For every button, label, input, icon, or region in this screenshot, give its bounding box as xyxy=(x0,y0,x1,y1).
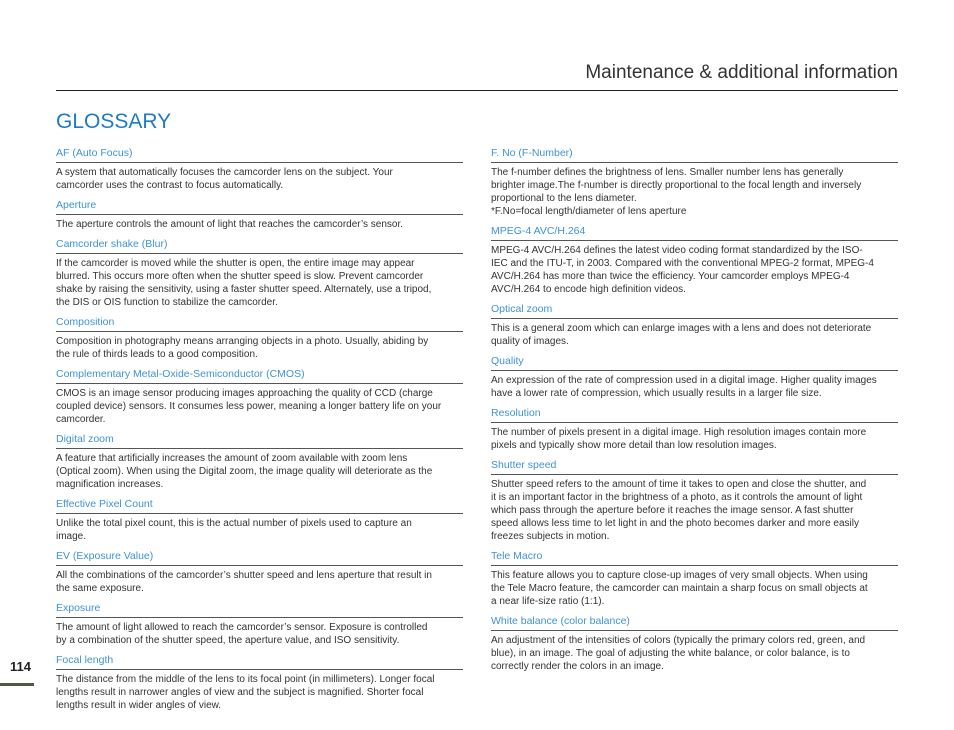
glossary-entry xyxy=(491,303,898,348)
glossary-entry xyxy=(56,433,463,491)
glossary-entry xyxy=(491,225,898,296)
glossary-entry xyxy=(56,238,463,309)
glossary-entry xyxy=(491,459,898,543)
glossary-definition: A system that automatically focuses the camcorder lens on the subject. Your camcorder uses the contrast to focus automatically. xyxy=(56,167,393,191)
glossary-term: Quality xyxy=(491,355,898,371)
page-number: 114 xyxy=(10,659,31,674)
glossary-entry xyxy=(56,550,463,595)
glossary-term: Shutter speed xyxy=(491,459,898,475)
glossary-definition: This is a general zoom which can enlarge images with a lens and does not deteriorate quality of images. xyxy=(491,323,872,347)
glossary-entry xyxy=(56,498,463,543)
glossary-left-column xyxy=(56,147,463,719)
glossary-term: EV (Exposure Value) xyxy=(56,550,463,566)
glossary-term: Tele Macro xyxy=(491,550,898,566)
glossary-entry xyxy=(491,407,898,452)
glossary-term: Aperture xyxy=(56,199,463,215)
glossary-definition: The aperture controls the amount of light that reaches the camcorder’s sensor. xyxy=(56,219,404,230)
glossary-term: Composition xyxy=(56,316,463,332)
glossary-term: Complementary Metal-Oxide-Semiconductor (CMOS) xyxy=(56,368,463,384)
glossary-entry xyxy=(56,602,463,647)
glossary-definition: MPEG-4 AVC/H.264 defines the latest video coding format standardized by the ISO- IEC and the ITU-T, in 2003. Compared with the conventional MPEG-2 format, MPEG-4 AVC/H.264 has more than twice the efficiency. Your camcorder employs MPEG-4 AVC/H.264 to encode high definition videos. xyxy=(491,245,874,295)
glossary-definition: The amount of light allowed to reach the camcorder’s sensor. Exposure is controlled by a combination of the shutter speed, the aperture value, and ISO sensitivity. xyxy=(56,622,428,646)
glossary-entry xyxy=(56,654,463,712)
glossary-definition: An expression of the rate of compression used in a digital image. Higher quality images have a lower rate of compression, which usually results in a larger file size. xyxy=(491,375,877,399)
glossary-definition: An adjustment of the intensities of colors (typically the primary colors red, green, and blue), in an image. The goal of adjusting the white balance, or color balance, is to correctly render the colors in an image. xyxy=(491,635,866,672)
glossary-term: Resolution xyxy=(491,407,898,423)
glossary-term: F. No (F-Number) xyxy=(491,147,898,163)
glossary-entry xyxy=(491,147,898,218)
glossary-definition: All the combinations of the camcorder’s shutter speed and lens aperture that result in the same exposure. xyxy=(56,570,432,594)
glossary-term: Camcorder shake (Blur) xyxy=(56,238,463,254)
glossary-definition: CMOS is an image sensor producing images approaching the quality of CCD (charge coupled device) sensors. It consumes less power, meaning a longer battery life on your camcorder. xyxy=(56,388,442,425)
glossary-term: MPEG-4 AVC/H.264 xyxy=(491,225,898,241)
glossary-entry xyxy=(56,147,463,192)
glossary-term: Effective Pixel Count xyxy=(56,498,463,514)
glossary-right-column xyxy=(491,147,898,680)
glossary-term: AF (Auto Focus) xyxy=(56,147,463,163)
glossary-entry xyxy=(56,199,463,231)
glossary-entry xyxy=(491,550,898,608)
glossary-term: Digital zoom xyxy=(56,433,463,449)
glossary-term: Optical zoom xyxy=(491,303,898,319)
glossary-definition: The f-number defines the brightness of lens. Smaller number lens has generally brighter image.The f-number is directly proportional to the focal length and inversely proportional to the lens diameter. *F.No=focal length/diameter of lens aperture xyxy=(491,167,862,217)
glossary-definition: The number of pixels present in a digital image. High resolution images contain more pixels and typically show more detail than low resolution images. xyxy=(491,427,867,451)
glossary-definition: Composition in photography means arranging objects in a photo. Usually, abiding by the rule of thirds leads to a good composition. xyxy=(56,336,429,360)
glossary-definition: If the camcorder is moved while the shutter is open, the entire image may appear blurred. This occurs more often when the shutter speed is slow. Prevent camcorder shake by raising the sensitivity, using a faster shutter speed. Alternately, use a tripod, the DIS or OIS function to stabilize the camcorder. xyxy=(56,258,432,308)
glossary-term: Focal length xyxy=(56,654,463,670)
section-header-title: Maintenance & additional information xyxy=(585,62,898,83)
glossary-definition: The distance from the middle of the lens to its focal point (in millimeters). Longer focal lengths result in narrower angles of view and the subject is magnified. Shorter focal lengths result in wider angles of view. xyxy=(56,674,435,711)
header-divider xyxy=(56,90,898,91)
glossary-entry xyxy=(491,355,898,400)
glossary-definition: A feature that artificially increases the amount of zoom available with zoom lens (Optical zoom). When using the Digital zoom, the image quality will deteriorate as the magnification increases. xyxy=(56,453,433,490)
page-number-bar xyxy=(0,683,34,686)
glossary-entry xyxy=(491,615,898,673)
glossary-definition: Unlike the total pixel count, this is the actual number of pixels used to capture an image. xyxy=(56,518,412,542)
glossary-term: White balance (color balance) xyxy=(491,615,898,631)
glossary-term: Exposure xyxy=(56,602,463,618)
glossary-definition: This feature allows you to capture close-up images of very small objects. When using the Tele Macro feature, the camcorder can maintain a sharp focus on small objects at a near life-size ratio (1:1). xyxy=(491,570,868,607)
glossary-entry xyxy=(56,368,463,426)
page-title: GLOSSARY xyxy=(56,110,172,133)
glossary-entry xyxy=(56,316,463,361)
glossary-definition: Shutter speed refers to the amount of time it takes to open and close the shutter, and it is an important factor in the brightness of a photo, as it controls the amount of light which pass through the aperture before it reaches the image sensor. A fast shutter speed allows less time to let light in and the photo becomes darker and more easily freezes subjects in motion. xyxy=(491,479,867,542)
